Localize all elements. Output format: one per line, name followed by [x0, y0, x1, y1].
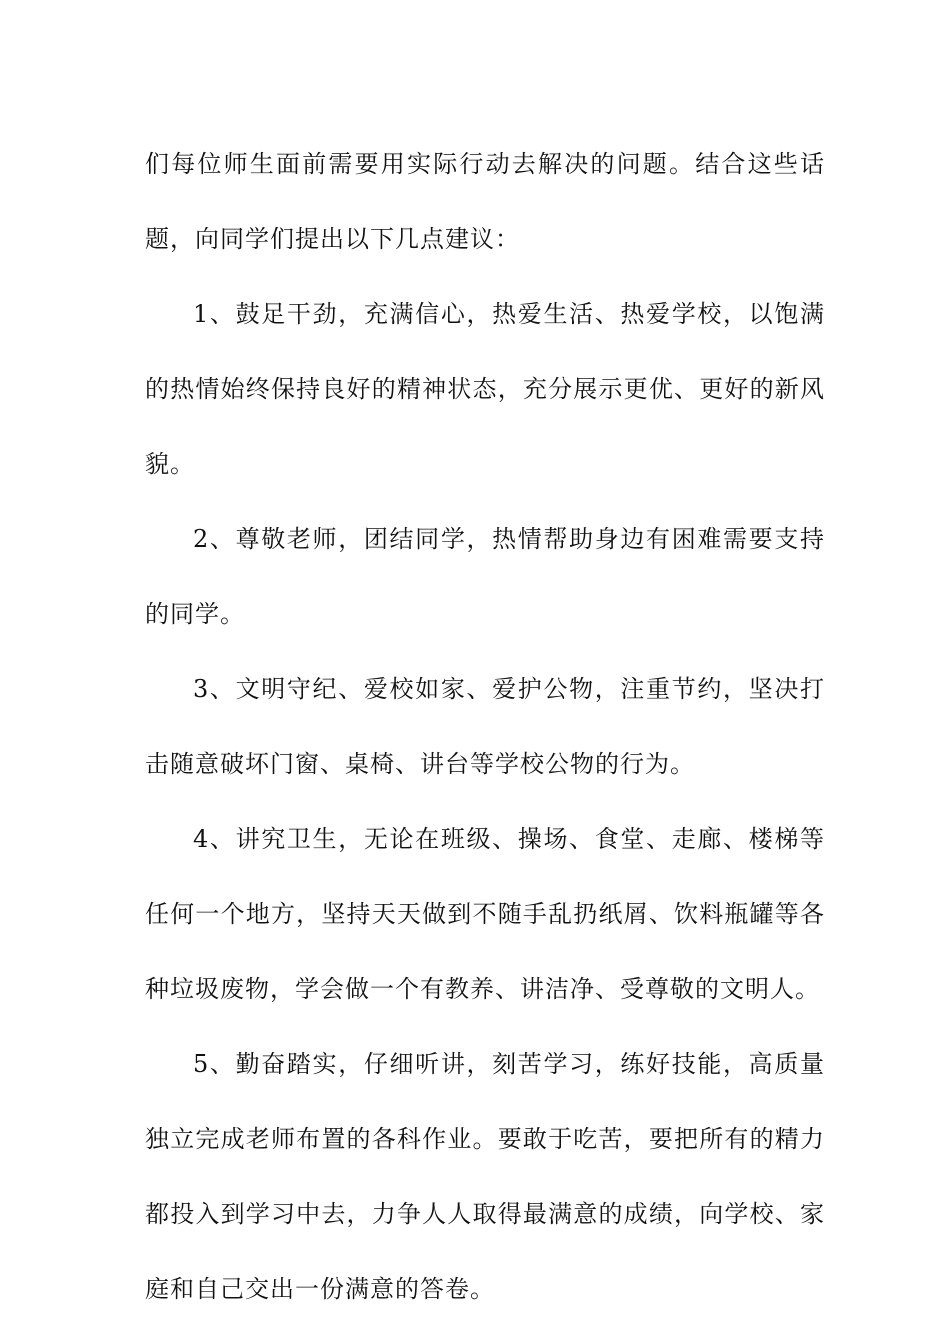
paragraph-continuation: 们每位师生面前需要用实际行动去解决的问题。结合这些话题，向同学们提出以下几点建议：	[145, 150, 825, 253]
suggestion-3: 3、文明守纪、爱校如家、爱护公物，注重节约，坚决打击随意破坏门窗、桌椅、讲台等学校公物的行为。	[145, 675, 825, 778]
document-body	[145, 127, 825, 1327]
suggestion-1: 1、鼓足干劲，充满信心，热爱生活、热爱学校，以饱满的热情始终保持良好的精神状态，充分展示更优、更好的新风貌。	[145, 300, 825, 478]
suggestion-4: 4、讲究卫生，无论在班级、操场、食堂、走廊、楼梯等任何一个地方，坚持天天做到不随手乱扔纸屑、饮料瓶罐等各种垃圾废物，学会做一个有教养、讲洁净、受尊敬的文明人。	[145, 825, 825, 1003]
suggestion-2: 2、尊敬老师，团结同学，热情帮助身边有困难需要支持的同学。	[145, 525, 825, 628]
suggestion-5: 5、勤奋踏实，仔细听讲，刻苦学习，练好技能，高质量独立完成老师布置的各科作业。要敢于吃苦，要把所有的精力都投入到学习中去，力争人人取得最满意的成绩，向学校、家庭和自己交出一份满意的答卷。	[145, 1050, 825, 1303]
